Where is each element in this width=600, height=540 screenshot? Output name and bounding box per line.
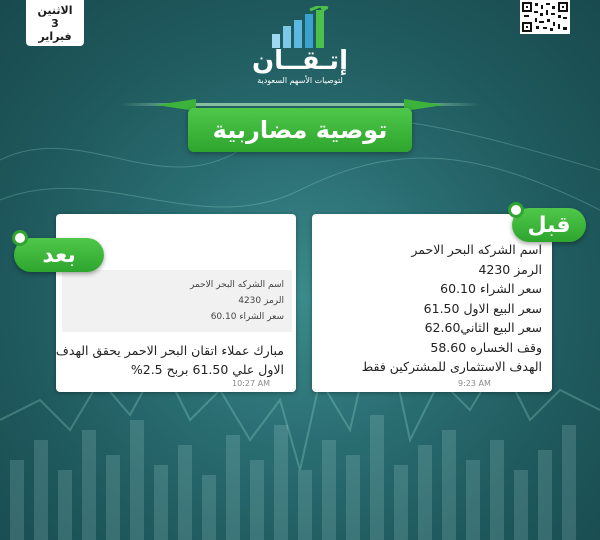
brand-logo [230, 6, 370, 86]
label-dot-icon [508, 202, 524, 218]
background-bars [0, 400, 600, 540]
before-label [512, 208, 586, 242]
quoted-symbol-line: الرمز 4230 [238, 296, 284, 306]
quoted-message [62, 270, 292, 332]
before-company-line: اسم الشركه البحر الاحمر [411, 242, 542, 257]
date-badge [26, 0, 84, 46]
before-symbol-line: الرمز 4230 [478, 261, 542, 277]
before-buy-price-line: سعر الشراء 60.10 [440, 281, 542, 296]
quoted-buy-price-line: سعر الشراء 60.10 [210, 312, 284, 322]
before-investment-target-line: الهدف الاستثمارى للمشتركين فقط [361, 359, 542, 374]
date-day-number: 3 [51, 16, 59, 30]
after-message-line-1: مبارك عملاء اتقان البحر الاحمر يحقق الهدف [55, 343, 284, 358]
page-title: توصية مضاربية [188, 108, 412, 152]
after-message-text [56, 341, 284, 379]
quoted-company-line: اسم الشركه البحر الاحمر [189, 280, 284, 290]
after-message-line-2: الاول علي 61.50 بربح 2.5% [130, 362, 284, 377]
after-timestamp: 10:27 AM [232, 379, 270, 388]
qr-code-icon [520, 0, 570, 34]
after-label-text: بعد [42, 242, 76, 268]
bar-chart-logo-icon [270, 6, 330, 50]
before-label-text: قبل [527, 212, 571, 238]
before-timestamp: 9:23 AM [458, 379, 491, 388]
before-message-card [312, 214, 552, 392]
before-second-target-line: سعر البيع الثاني62.60 [424, 320, 542, 335]
label-dot-icon [12, 230, 28, 246]
after-label [14, 238, 104, 272]
before-stop-loss-line: وقف الخساره 58.60 [430, 339, 542, 355]
before-first-target-line: سعر البيع الاول 61.50 [423, 300, 542, 316]
brand-subtitle: لتوصيات الأسهم السعودية [257, 76, 343, 85]
date-day-name: الاثنين [37, 3, 73, 17]
date-month: فبراير [38, 29, 72, 43]
brand-name: إتـقــان [251, 46, 348, 76]
